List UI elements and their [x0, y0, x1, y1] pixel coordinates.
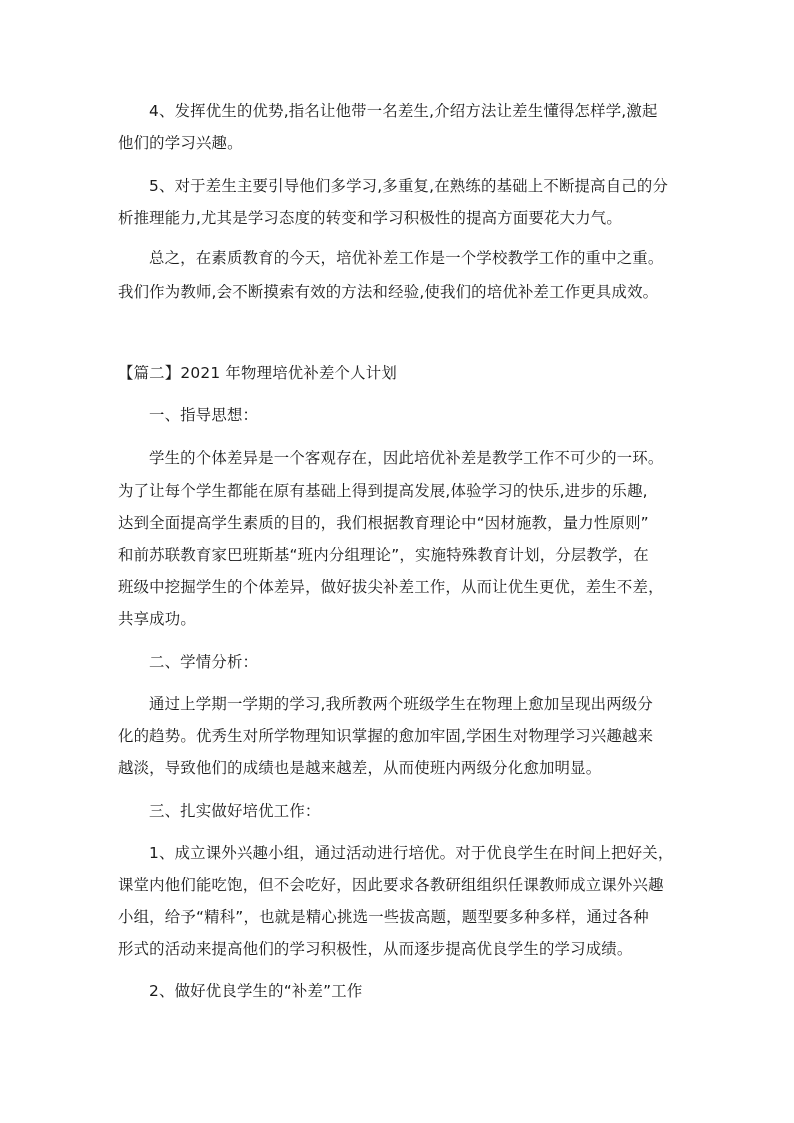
- excellence-item-1-line-4: 形式的活动来提高他们的学习积极性，从而逐步提高优良学生的学习成绩。: [118, 940, 633, 958]
- analysis-line-3: 越淡，导致他们的成绩也是越来越差，从而使班内两级分化愈加明显。: [118, 759, 602, 777]
- paragraph-5-line-2: 析推理能力,尤其是学习态度的转变和学习积极性的提高方面要花大力气。: [118, 209, 622, 227]
- subheading-guiding-thought: 一、指导思想：: [149, 406, 259, 424]
- guiding-line-2: 为了让每个学生都能在原有基础上得到提高发展,体验学习的快乐,进步的乐趣,: [118, 482, 648, 500]
- paragraph-4-line-1: 4、发挥优生的优势,指名让他带一名差生,介绍方法让差生懂得怎样学,激起: [149, 102, 658, 120]
- guiding-line-5: 班级中挖掘学生的个体差异，做好拔尖补差工作，从而让优生更优，差生不差，: [118, 578, 664, 596]
- excellence-item-2-line-1: 2、做好优良学生的“补差”工作: [149, 982, 363, 1000]
- excellence-item-1-line-1: 1、成立课外兴趣小组，通过活动进行培优。对于优良学生在时间上把好关，: [149, 844, 674, 862]
- subheading-situation-analysis: 二、学情分析：: [149, 653, 259, 671]
- summary-line-1: 总之，在素质教育的今天，培优补差工作是一个学校教学工作的重中之重。: [149, 249, 664, 267]
- paragraph-5-line-1: 5、对于差生主要引导他们多学习,多重复,在熟练的基础上不断提高自己的分: [149, 177, 669, 195]
- guiding-line-3: 达到全面提高学生素质的目的，我们根据教育理论中“因材施教，量力性原则”: [118, 514, 649, 532]
- guiding-line-1: 学生的个体差异是一个客观存在，因此培优补差是教学工作不可少的一环。: [149, 449, 664, 467]
- guiding-line-4: 和前苏联教育家巴班斯基“班内分组理论”，实施特殊教育计划，分层教学，在: [118, 546, 649, 564]
- excellence-item-1-line-2: 课堂内他们能吃饱，但不会吃好，因此要求各教研组组织任课教师成立课外兴趣: [118, 876, 664, 894]
- section-heading: 【篇二】2021 年物理培优补差个人计划: [118, 364, 397, 382]
- excellence-item-1-line-3: 小组，给予“精科”，也就是精心挑选一些拔高题，题型要多种多样，通过各种: [118, 908, 649, 926]
- subheading-excellence-work: 三、扎实做好培优工作：: [149, 802, 321, 820]
- summary-line-2: 我们作为教师,会不断摸索有效的方法和经验,使我们的培优补差工作更具成效。: [118, 283, 659, 301]
- analysis-line-2: 化的趋势。优秀生对所学物理知识掌握的愈加牢固,学困生对物理学习兴趣越来: [118, 727, 654, 745]
- paragraph-4-line-2: 他们的学习兴趣。: [118, 134, 243, 152]
- analysis-line-1: 通过上学期一学期的学习,我所教两个班级学生在物理上愈加呈现出两级分: [149, 695, 653, 713]
- guiding-line-6: 共享成功。: [118, 610, 196, 628]
